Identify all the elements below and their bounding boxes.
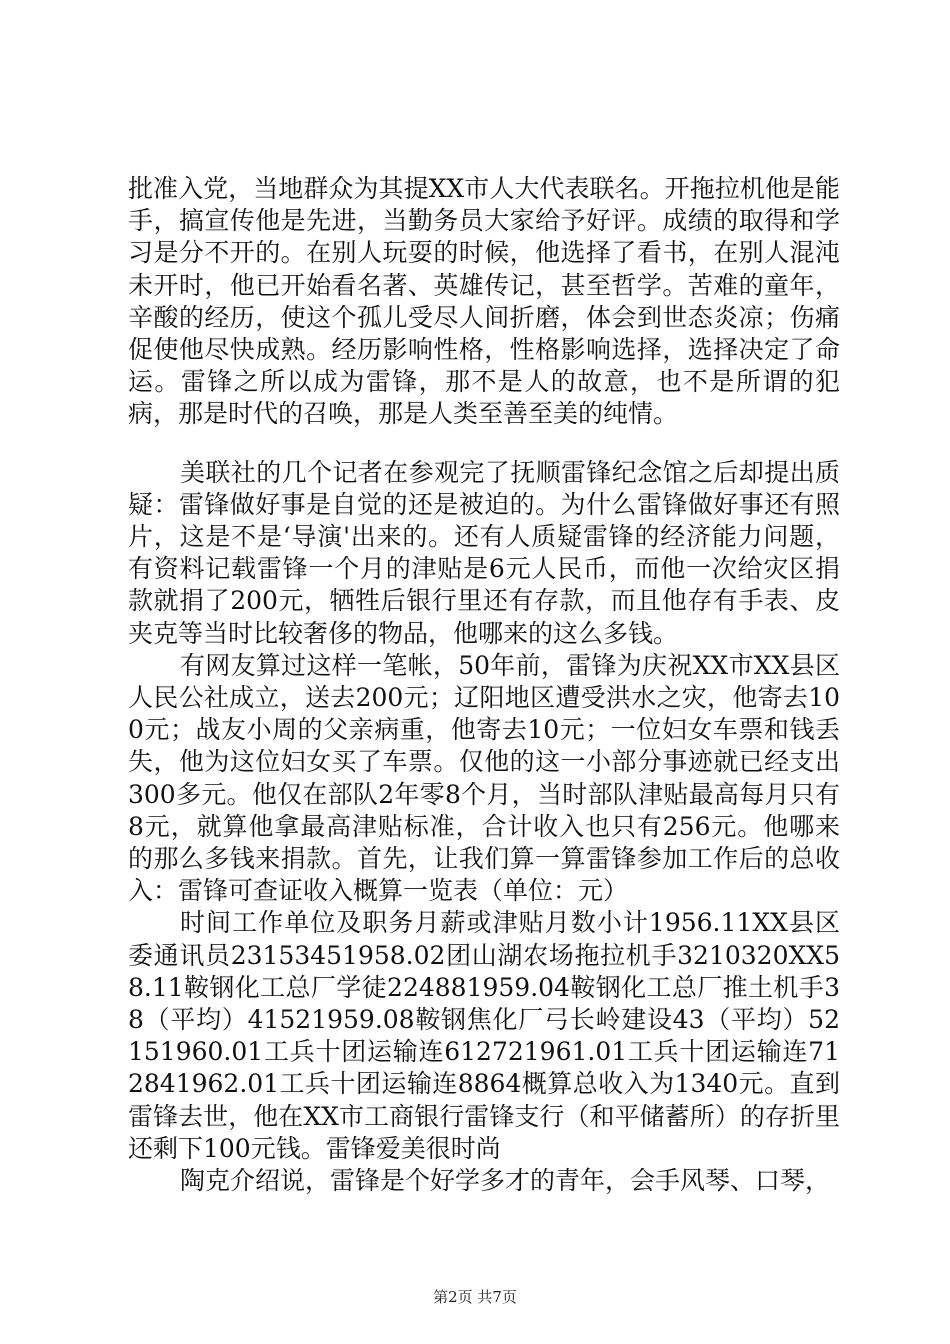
page-footer bbox=[0, 1286, 950, 1307]
paragraph-2: 美联社的几个记者在参观完了抚顺雷锋纪念馆之后却提出质疑：雷锋做好事是自觉的还是被迫的。为什么雷锋做好事还有照片，这是不是‘导演'出来的。还有人质疑雷锋的经济能力问题，有资料记载雷锋一个月的津贴是6元人民币，而他一次给灾区捐款就捐了200元，牺牲后银行里还有存款，而且他存有手表、皮夹克等当时比较奢侈的物品，他哪来的这么多钱。 bbox=[128, 457, 840, 648]
paragraph-4: 时间工作单位及职务月薪或津贴月数小计1956.11XX县区委通讯员23153451958.02团山湖农场拖拉机手3210320XX58.11鞍钢化工总厂学徒224881959.04鞍钢化工总厂推土机手38（平均）41521959.08鞍钢焦化厂弓长岭建设43（平均）52151960.01工兵十团运输连612721961.01工兵十团运输连712841962.01工兵十团运输连8864概算总收入为1340元。直到雷锋去世，他在XX市工商银行雷锋支行（和平储蓄所）的存折里还剩下100元钱。雷锋爱美很时尚 bbox=[128, 908, 840, 1163]
paragraph-5: 陶克介绍说，雷锋是个好学多才的青年，会手风琴、口琴， bbox=[180, 1166, 831, 1196]
document-body bbox=[128, 173, 840, 1197]
page-indicator: 第2页 共7页 bbox=[433, 1288, 517, 1306]
paragraph-3: 有网友算过这样一笔帐，50年前，雷锋为庆祝XX市XX县区人民公社成立，送去200元；辽阳地区遭受洪水之灾，他寄去100元；战友小周的父亲病重，他寄去10元；一位妇女车票和钱丢失，他为这位妇女买了车票。仅他的这一小部分事迹就已经支出300多元。他仅在部队2年零8个月，当时部队津贴最高每月只有8元，就算他拿最高津贴标准，合计收入也只有256元。他哪来的那么多钱来捐款。首先，让我们算一算雷锋参加工作后的总收入：雷锋可查证收入概算一览表（单位：元） bbox=[128, 650, 840, 906]
paragraph-1: 批准入党，当地群众为其提XX市人大代表联名。开拖拉机他是能手，搞宣传他是先进，当勤务员大家给予好评。成绩的取得和学习是分不开的。在别人玩耍的时候，他选择了看书，在别人混沌未开时，他已开始看名著、英雄传记，甚至哲学。苦难的童年，辛酸的经历，使这个孤儿受尽人间折磨，体会到世态炎凉；伤痛促使他尽快成熟。经历影响性格，性格影响选择，选择决定了命运。雷锋之所以成为雷锋，那不是人的故意，也不是所谓的犯病，那是时代的召唤，那是人类至善至美的纯情。 bbox=[128, 174, 840, 429]
